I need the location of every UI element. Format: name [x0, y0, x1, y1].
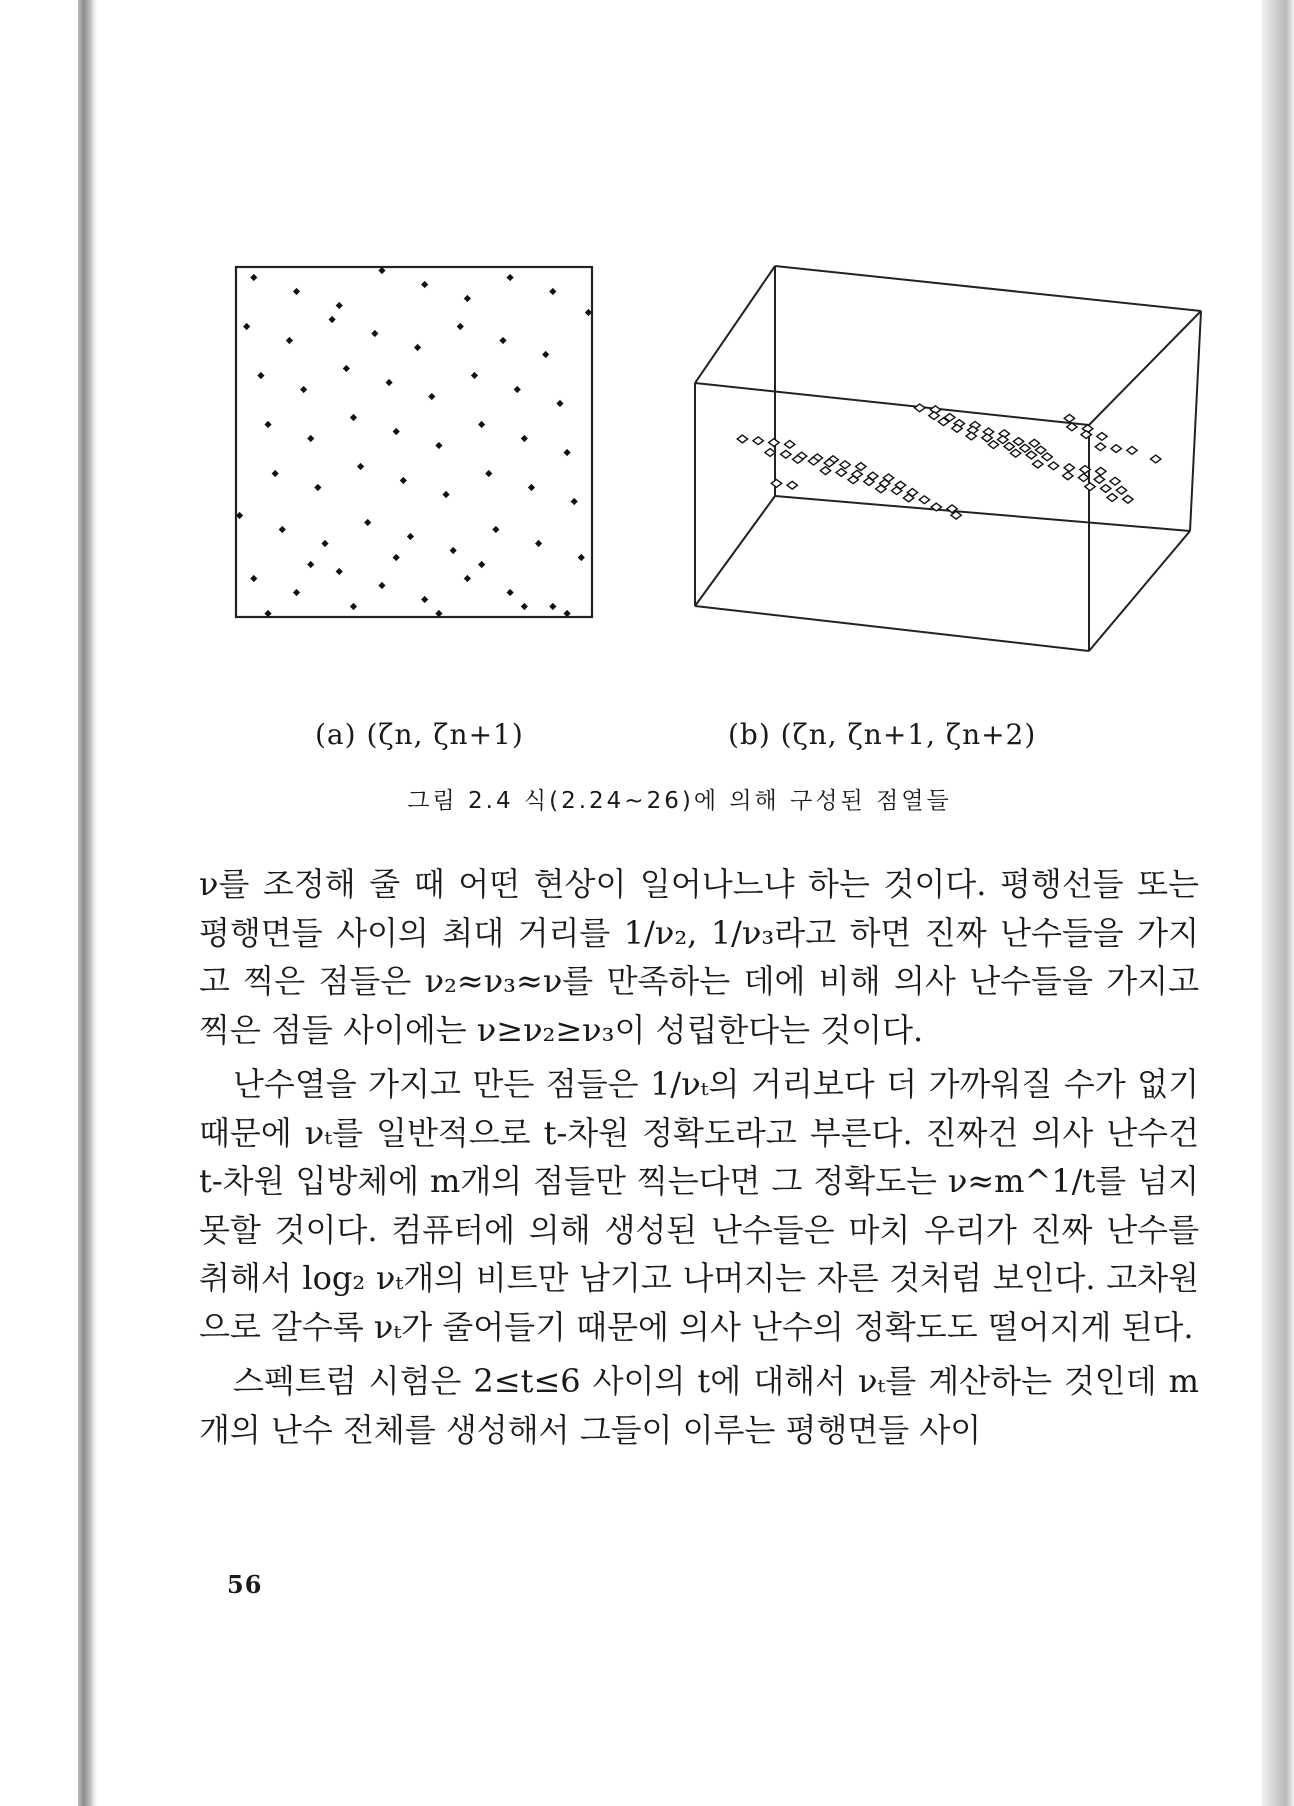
cube-edge: [695, 383, 1089, 425]
scatter-point: [350, 414, 357, 421]
scatter-point-3d: [1036, 446, 1046, 454]
figure-b-subcaption: (b) (ζn, ζn+1, ζn+2): [728, 718, 1037, 751]
figure-2-4: [97, 0, 1262, 700]
scatter-point: [393, 428, 400, 435]
scatter-point-3d: [784, 440, 794, 448]
scatter-point: [435, 442, 442, 449]
scatter-point-3d: [769, 439, 779, 447]
scatter-point: [499, 337, 506, 344]
scatter-point: [442, 491, 449, 498]
scatter-point-3d: [988, 441, 998, 449]
scatter-point: [385, 379, 392, 386]
scatter-point: [421, 281, 428, 288]
scatter-point-3d: [1010, 449, 1020, 457]
scatter-point: [471, 372, 478, 379]
scatter-point-3d: [966, 432, 976, 440]
scatter-point-3d: [1111, 445, 1121, 453]
scatter-point-3d: [1085, 483, 1095, 491]
scatter-point: [464, 575, 471, 582]
figure-a-frame: [236, 267, 592, 617]
scatter-point: [485, 470, 492, 477]
scatter-point-3d: [1078, 474, 1088, 482]
page-right-edge: [1262, 0, 1294, 1806]
page-left-edge: [78, 0, 92, 1806]
scatter-point: [528, 484, 535, 491]
scatter-point: [542, 351, 549, 358]
scatter-point: [400, 477, 407, 484]
scatter-point: [393, 554, 400, 561]
scatter-point: [293, 288, 300, 295]
scatter-point: [343, 365, 350, 372]
scatter-point: [549, 288, 556, 295]
figure-caption: 그림 2.4 식(2.24~26)에 의해 구성된 점열들: [407, 788, 952, 814]
scatter-point-3d: [1097, 433, 1107, 441]
scatter-point-3d: [836, 469, 846, 477]
scatter-point: [521, 435, 528, 442]
cube-edge: [695, 266, 775, 383]
scatter-point: [286, 337, 293, 344]
cube-edge: [695, 496, 775, 606]
scatter-point: [556, 400, 563, 407]
scatter-point-3d: [919, 496, 929, 504]
scatter-point: [428, 393, 435, 400]
scatter-point: [293, 589, 300, 596]
scatter-point: [250, 575, 257, 582]
scatter-point: [378, 582, 385, 589]
cube-edge: [1089, 531, 1190, 651]
scatter-point-3d: [1110, 477, 1120, 485]
cube-edge: [1089, 311, 1201, 425]
scatter-point: [450, 547, 457, 554]
scatter-point-3d: [1107, 494, 1117, 502]
scatter-point-3d: [1026, 451, 1036, 459]
scatter-point: [578, 554, 585, 561]
scatter-point-3d: [929, 412, 939, 420]
scatter-point-3d: [1042, 453, 1052, 461]
scatter-point-3d: [998, 436, 1008, 444]
scatter-point-3d: [1029, 439, 1039, 447]
scatter-point-3d: [787, 481, 797, 489]
scatter-point: [321, 540, 328, 547]
scatter-point: [478, 561, 485, 568]
scatter-point-3d: [1123, 495, 1133, 503]
scatter-point: [414, 344, 421, 351]
scatter-point-3d: [1048, 462, 1058, 470]
scatter-point-3d: [1064, 414, 1074, 422]
scatter-point: [364, 519, 371, 526]
scatter-point-3d: [1116, 486, 1126, 494]
scatter-point: [279, 526, 286, 533]
scatter-point-3d: [1127, 446, 1137, 454]
scatter-point: [563, 449, 570, 456]
scatter-point: [514, 386, 521, 393]
scatter-point-3d: [765, 449, 775, 457]
scatter-point-3d: [1063, 472, 1073, 480]
scatter-point: [407, 533, 414, 540]
page-number: 56: [227, 1570, 263, 1599]
scatter-point-3d: [1064, 464, 1074, 472]
scatter-point: [314, 484, 321, 491]
scatter-point-3d: [771, 480, 781, 488]
cube-edge: [695, 606, 1089, 651]
scatter-point-3d: [1033, 460, 1043, 468]
figure-a-subcaption: (a) (ζn, ζn+1): [315, 718, 524, 751]
scatter-point: [571, 498, 578, 505]
scatter-point: [457, 323, 464, 330]
scatter-point: [521, 603, 528, 610]
scatter-point-3d: [1013, 438, 1023, 446]
scatter-point: [257, 372, 264, 379]
scatter-point-3d: [781, 450, 791, 458]
body-text: [199, 860, 1199, 1454]
scatter-point: [300, 386, 307, 393]
scatter-point-3d: [840, 461, 850, 469]
scatter-point-3d: [1095, 443, 1105, 451]
scatter-point-3d: [753, 437, 763, 445]
scatter-point-3d: [915, 404, 925, 412]
figure-b-scatter-3d: [687, 258, 1207, 668]
scatter-point-3d: [1004, 443, 1014, 451]
paragraph: 난수열을 가지고 만든 점들은 1/νₜ의 거리보다 더 가까워질 수가 없기 때문에 νₜ를 일반적으로 t-차원 정확도라고 부른다. 진짜건 의사 난수건 t-차원 입방체에 m개의 점들만 찍는다면 그 정확도는 ν≈m^1/t를 넘지 못할 것이다. 컴퓨터에 의해 생성된 난수들은 마치 우리가 진짜 난수를 취해서 log₂ νₜ개의 비트만 남기고 나머지는 자른 것처럼 보인다. 고차원으로 갈수록 νₜ가 줄어들기 때문에 의사 난수의 정확도도 떨어지게 된다.: [199, 1065, 1199, 1346]
scatter-point: [507, 274, 514, 281]
scatter-point-3d: [1020, 444, 1030, 452]
scatter-point: [307, 435, 314, 442]
scatter-point-3d: [737, 435, 747, 443]
scatter-point: [307, 561, 314, 568]
scatter-point: [507, 589, 514, 596]
scatter-point: [336, 568, 343, 575]
scatter-point-3d: [982, 434, 992, 442]
figure-a-scatter-2d: [234, 265, 594, 625]
scatter-point-3d: [1094, 476, 1104, 484]
scatter-point: [264, 421, 271, 428]
scatter-point: [492, 526, 499, 533]
scatter-point: [272, 470, 279, 477]
book-page: [97, 0, 1262, 1806]
scatter-point: [250, 274, 257, 281]
scatter-point-3d: [820, 467, 830, 475]
scatter-point: [336, 302, 343, 309]
scatter-point: [535, 540, 542, 547]
cube-edge: [775, 266, 1201, 311]
scatter-point-3d: [1151, 455, 1161, 463]
paragraph: 스펙트럼 시험은 2≤t≤6 사이의 t에 대해서 νₜ를 계산하는 것인데 m개의 난수 전체를 생성해서 그들이 이루는 평행면들 사이: [199, 1362, 1199, 1449]
scatter-point: [357, 463, 364, 470]
scatter-point: [464, 295, 471, 302]
scatter-point-3d: [1096, 467, 1106, 475]
paragraph: ν를 조정해 줄 때 어떤 현상이 일어나느냐 하는 것이다. 평행선들 또는 평행면들 사이의 최대 거리를 1/ν₂, 1/ν₃라고 하면 진짜 난수들을 가지고 찍은 점들은 ν₂≈ν₃≈ν를 만족하는 데에 비해 의사 난수들을 가지고 찍은 점들 사이에는 ν≥ν₂≥ν₃이 성립한다는 것이다.: [199, 865, 1199, 1049]
scatter-point: [421, 596, 428, 603]
scatter-point-3d: [856, 463, 866, 471]
scatter-point: [549, 603, 556, 610]
cube-edge: [1190, 311, 1201, 531]
scatter-point-3d: [1101, 485, 1111, 493]
scatter-point: [478, 421, 485, 428]
scatter-point: [371, 330, 378, 337]
scatter-point: [329, 316, 336, 323]
scatter-point: [350, 603, 357, 610]
scatter-point: [243, 323, 250, 330]
